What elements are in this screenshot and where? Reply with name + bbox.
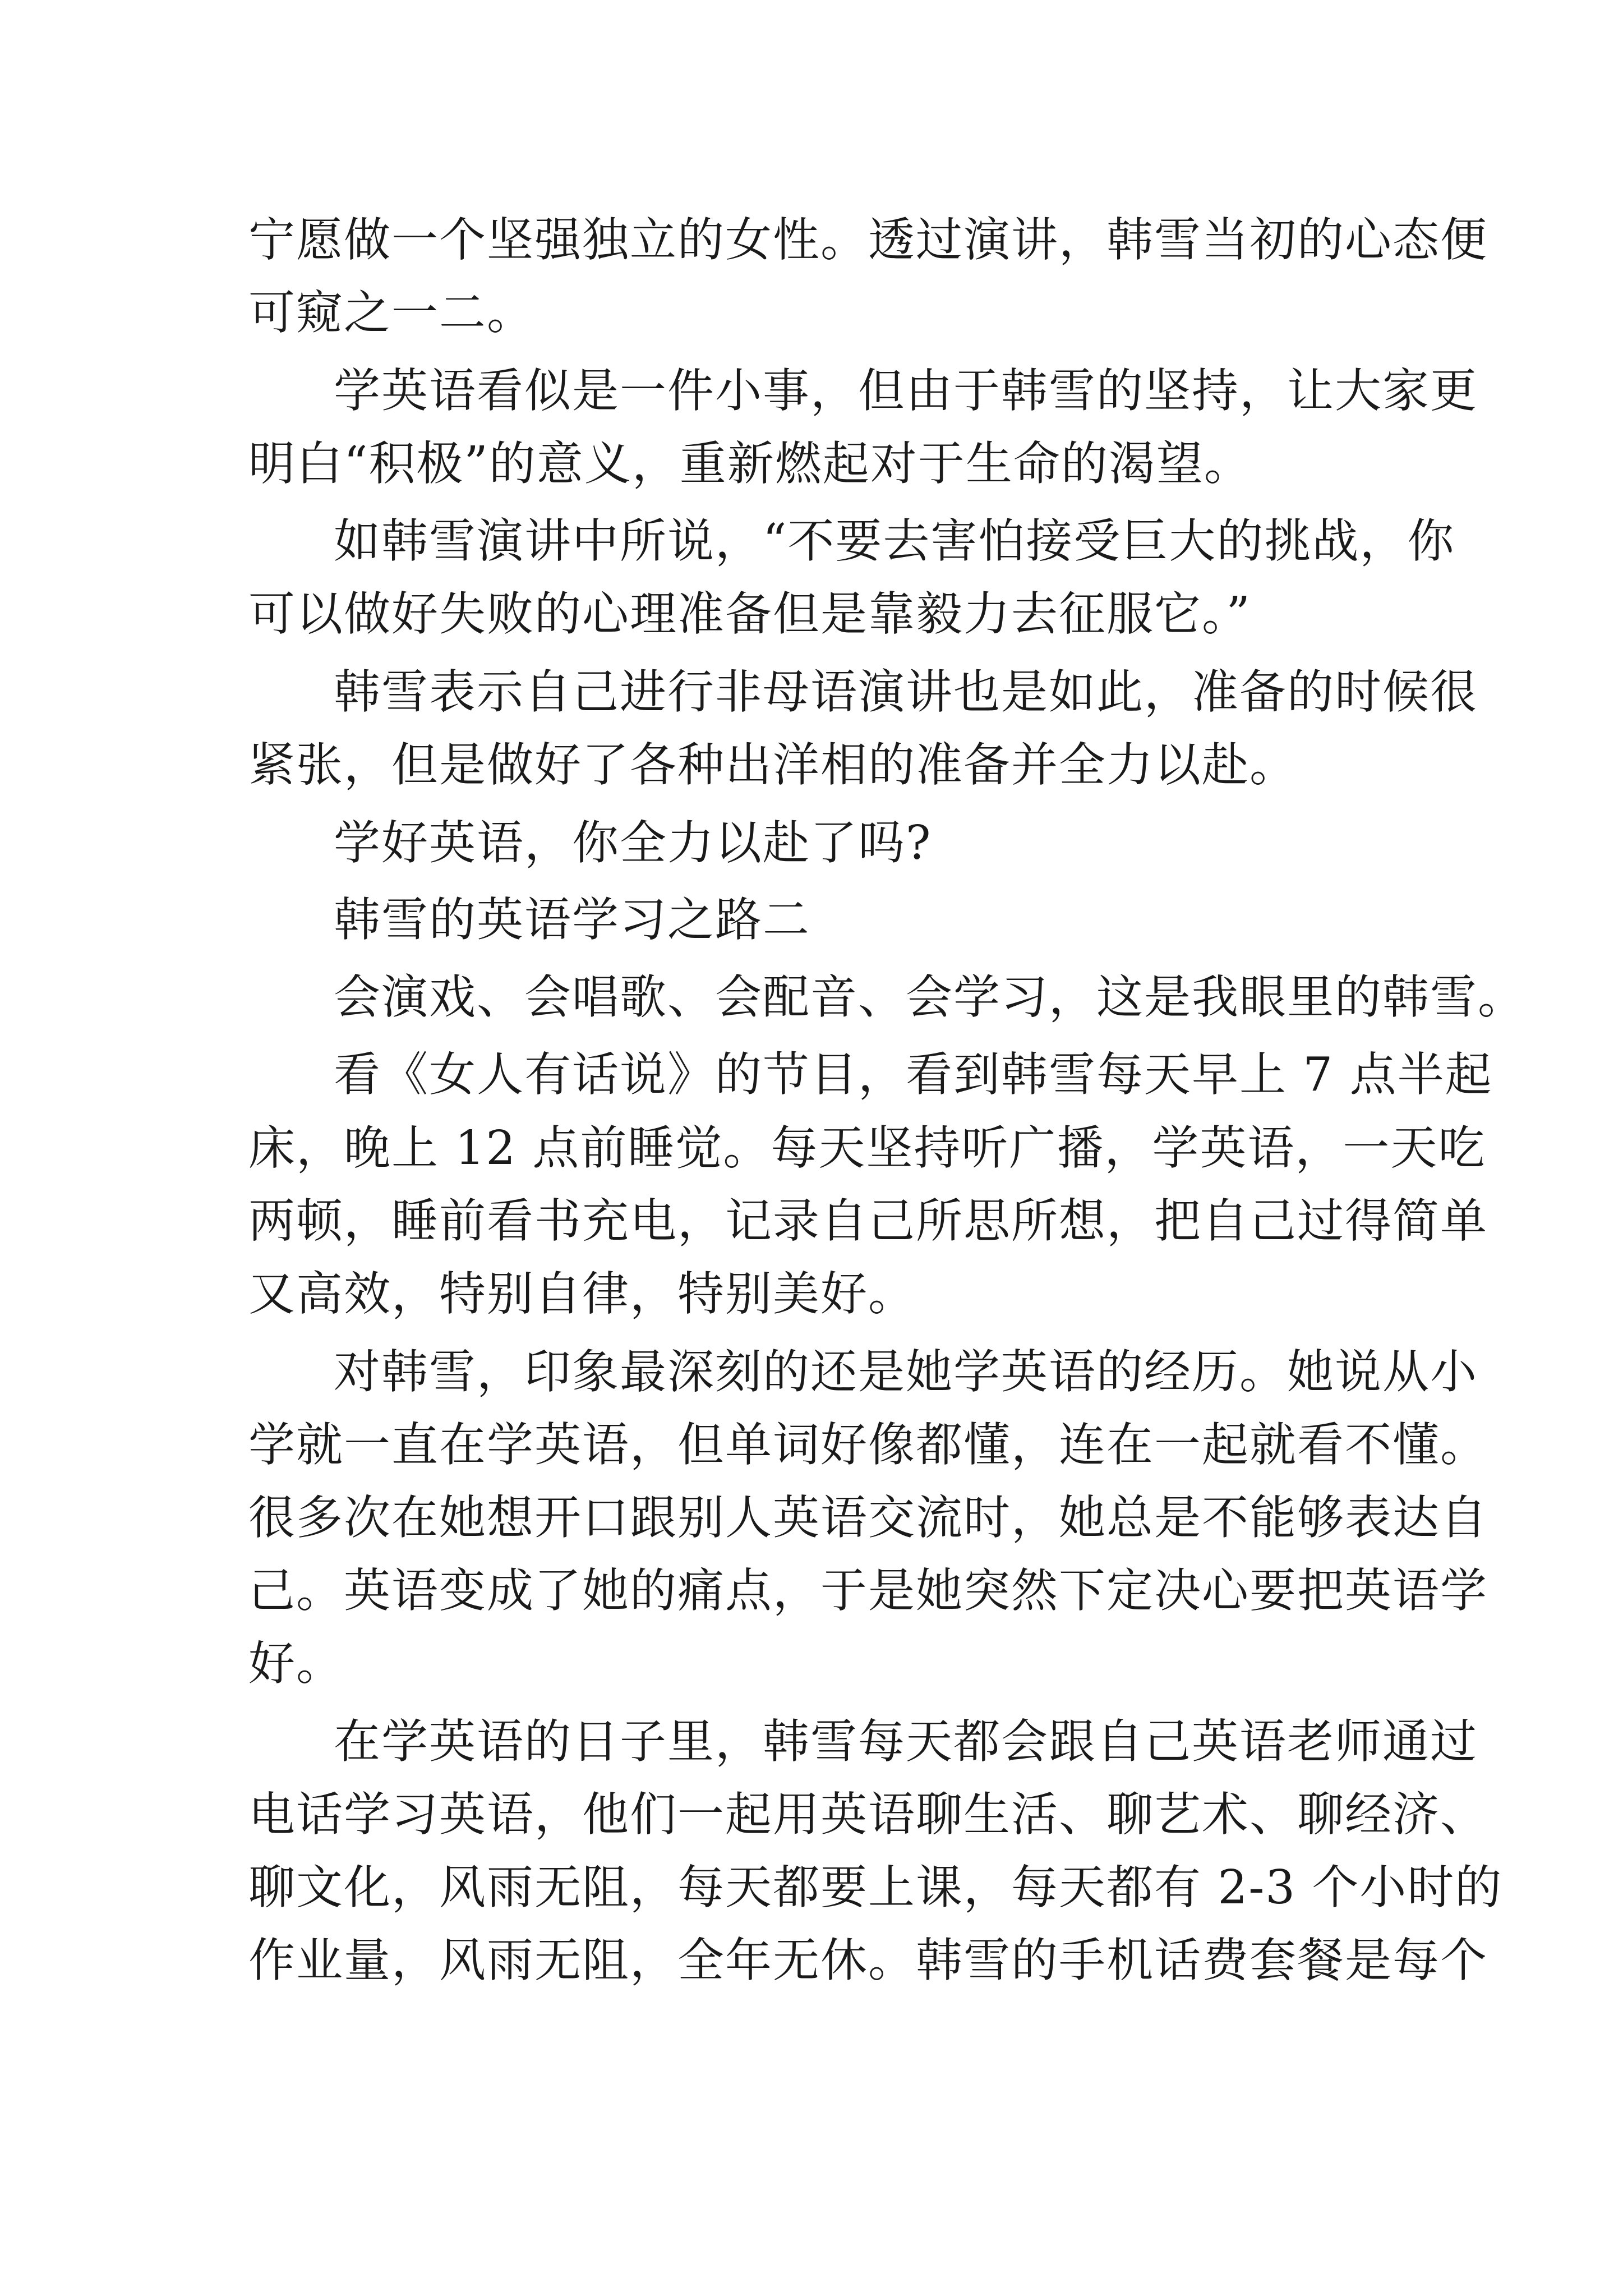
text-line: 电话学习英语，他们一起用英语聊生活、聊艺术、聊经济、 xyxy=(248,1787,1488,1842)
text-line: 床，晚上 12 点前睡觉。每天坚持听广播，学英语，一天吃 xyxy=(248,1121,1486,1175)
text-line: 两顿，睡前看书充电，记录自己所思所想，把自己过得简单 xyxy=(248,1194,1488,1248)
text-line: 学就一直在学英语，但单词好像都懂，连在一起就看不懂。 xyxy=(248,1418,1488,1472)
paragraph-start-line: 学好英语，你全力以赴了吗? xyxy=(334,816,932,870)
text-line: 明白“积极”的意义，重新燃起对于生命的渴望。 xyxy=(248,436,1252,491)
text-line: 很多次在她想开口跟别人英语交流时，她总是不能够表达自 xyxy=(248,1490,1488,1545)
text-line: 可以做好失败的心理准备但是靠毅力去征服它。” xyxy=(248,587,1251,641)
paragraph-start-line: 如韩雪演讲中所说，“不要去害怕接受巨大的挑战，你 xyxy=(334,514,1455,568)
text-line: 己。英语变成了她的痛点，于是她突然下定决心要把英语学 xyxy=(248,1563,1488,1618)
text-line: 又高效，特别自律，特别美好。 xyxy=(248,1267,916,1321)
paragraph-start-line: 在学英语的日子里，韩雪每天都会跟自己英语老师通过 xyxy=(334,1714,1478,1769)
text-line: 可窥之一二。 xyxy=(248,286,534,340)
paragraph-start-line: 学英语看似是一件小事，但由于韩雪的坚持，让大家更 xyxy=(334,364,1478,418)
text-line: 好。 xyxy=(248,1636,344,1691)
text-line: 紧张，但是做好了各种出洋相的准备并全力以赴。 xyxy=(248,738,1297,792)
text-line: 宁愿做一个坚强独立的女性。透过演讲，韩雪当初的心态便 xyxy=(248,213,1488,267)
paragraph-start-line: 会演戏、会唱歌、会配音、会学习，这是我眼里的韩雪。 xyxy=(334,970,1525,1024)
section-heading: 韩雪的英语学习之路二 xyxy=(334,892,810,947)
paragraph-start-line: 韩雪表示自己进行非母语演讲也是如此，准备的时候很 xyxy=(334,665,1478,719)
paragraph-start-line: 对韩雪，印象最深刻的还是她学英语的经历。她说从小 xyxy=(334,1345,1478,1399)
text-line: 作业量，风雨无阻，全年无休。韩雪的手机话费套餐是每个 xyxy=(248,1933,1488,1987)
text-line: 聊文化，风雨无阻，每天都要上课，每天都有 2-3 个小时的 xyxy=(248,1860,1503,1915)
paragraph-start-line: 看《女人有话说》的节目，看到韩雪每天早上 7 点半起 xyxy=(334,1047,1493,1102)
